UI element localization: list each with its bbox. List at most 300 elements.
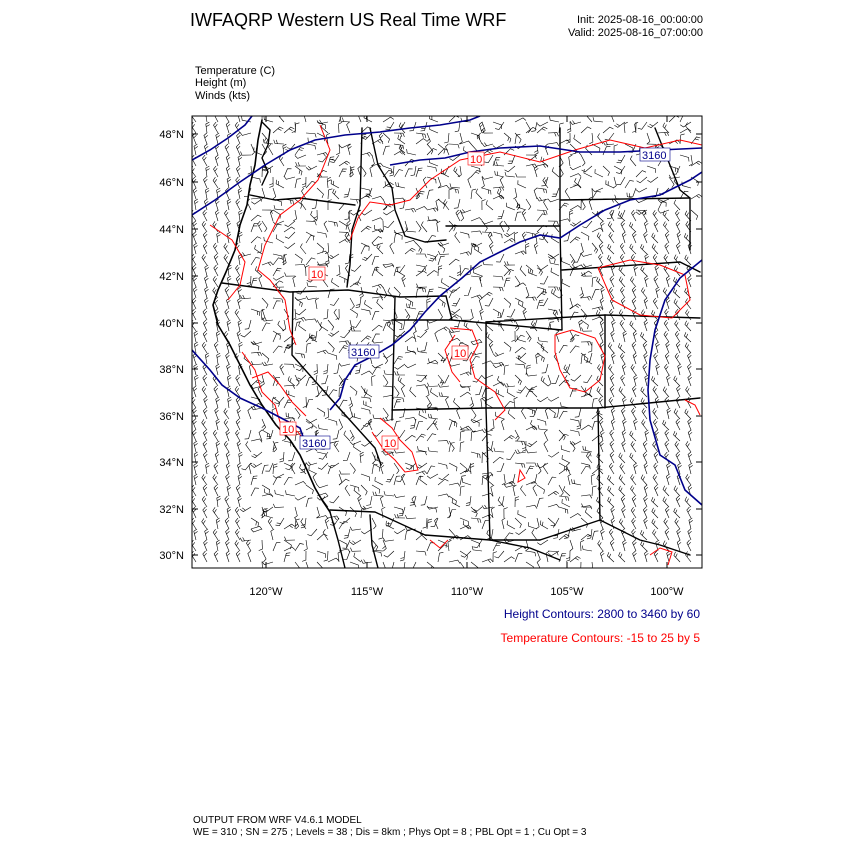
wind-barb [427, 190, 433, 199]
wind-barb [414, 331, 417, 342]
wind-barb [515, 283, 526, 287]
wind-barb [666, 276, 670, 287]
wind-barb [541, 376, 548, 386]
wind-barb [633, 353, 637, 364]
wind-barb [262, 221, 267, 232]
wind-barb [216, 364, 220, 375]
wind-barb [251, 278, 258, 287]
wind-barb [515, 276, 520, 287]
wind-barb [647, 133, 650, 144]
wind-barb [337, 265, 341, 276]
wind-barb [217, 232, 221, 243]
wind-barb [449, 496, 457, 505]
wind-barb [224, 408, 229, 419]
wind-barb [328, 353, 337, 360]
wind-barb [482, 521, 489, 530]
wind-barb [619, 475, 625, 485]
wind-barb [516, 529, 527, 535]
wind-barb [559, 463, 567, 471]
wind-barb [251, 526, 262, 529]
wind-barb [508, 155, 515, 163]
wind-barb [575, 408, 581, 417]
wind-barb [537, 127, 547, 133]
wind-barb [394, 287, 400, 297]
wind-barb [295, 297, 306, 300]
wind-barb [537, 188, 547, 193]
wind-barb [193, 386, 197, 397]
wind-barb [444, 133, 449, 143]
wind-barb [284, 477, 293, 485]
wind-barb [427, 254, 436, 261]
wind-barb [493, 232, 502, 238]
wind-barb [482, 493, 493, 496]
wind-barb [641, 266, 647, 276]
wind-barb [225, 518, 229, 529]
wind-barb [364, 388, 372, 397]
latitude-label: 32°N [159, 504, 184, 516]
wind-barb [599, 397, 603, 408]
wind-barb [570, 304, 581, 309]
latitude-label: 40°N [159, 318, 184, 330]
wind-barb [449, 144, 459, 148]
wind-barb [619, 453, 625, 463]
wind-barb [653, 408, 658, 419]
wind-barb [373, 547, 383, 551]
wind-barb [567, 122, 571, 133]
wind-barb [476, 189, 482, 199]
wind-barb [638, 122, 647, 129]
wind-barb [589, 188, 593, 199]
wind-barb [328, 189, 332, 199]
wind-barb [592, 468, 602, 474]
wind-barb [295, 155, 306, 158]
wind-barb [457, 408, 460, 419]
wind-barb [609, 529, 614, 540]
wind-barb [537, 397, 548, 402]
wind-barb [421, 222, 427, 233]
wind-barb [351, 265, 361, 271]
wind-barb [438, 309, 443, 320]
wind-barb [293, 276, 296, 287]
wind-barb [295, 543, 304, 551]
wind-barb [401, 386, 405, 397]
wind-barb [361, 246, 369, 254]
height-contour-legend: Height Contours: 2800 to 3460 by 60 [503, 607, 700, 621]
init-time: Init: 2025-08-16_00:00:00 [577, 14, 703, 26]
wind-barb [684, 332, 691, 342]
wind-barb [610, 276, 614, 287]
wind-barb [416, 168, 423, 177]
wind-barb [630, 156, 636, 166]
wind-barb [416, 133, 426, 138]
wind-barb [372, 325, 382, 331]
wind-barb [284, 169, 292, 177]
wind-barb [236, 419, 240, 430]
wind-barb [448, 540, 452, 551]
wind-barb [306, 419, 317, 423]
wind-barb [632, 287, 636, 298]
wind-barb [501, 419, 504, 430]
wind-barb [262, 485, 270, 494]
wind-barb [344, 431, 350, 441]
wind-barb [340, 331, 350, 338]
wind-barb [302, 177, 306, 187]
longitude-labels [249, 586, 684, 598]
wind-barb [339, 400, 347, 408]
wind-barb [227, 375, 231, 386]
wind-barb [623, 397, 627, 408]
wind-barb [601, 529, 605, 540]
wind-barb [552, 167, 559, 177]
wind-barb [504, 508, 508, 519]
wind-barb [237, 133, 241, 144]
wind-barb [603, 147, 610, 155]
wind-barb [439, 474, 449, 480]
wind-barb [592, 191, 601, 199]
wind-barb [274, 205, 284, 210]
wind-barb [452, 298, 460, 306]
wind-barb [377, 299, 383, 309]
wind-barb [317, 188, 324, 198]
wind-barb [284, 524, 295, 529]
wind-barb [621, 375, 625, 386]
wind-barb [493, 276, 503, 280]
wind-barb [552, 188, 559, 196]
wind-barb [551, 234, 559, 243]
wind-barb [675, 518, 680, 529]
wind-barb [425, 320, 429, 331]
wind-barb [339, 419, 343, 430]
wind-barb [317, 485, 328, 488]
wind-barb [276, 518, 285, 526]
wind-barb [568, 474, 571, 485]
wind-barb [685, 255, 691, 265]
wind-barb [570, 430, 579, 436]
wind-barb [633, 309, 637, 320]
wind-barb [521, 486, 527, 497]
wind-barb [569, 155, 573, 166]
wind-barb [273, 276, 284, 280]
wind-barb [482, 515, 493, 519]
wind-barb [251, 215, 261, 221]
wind-barb [471, 295, 482, 299]
wind-barb [405, 435, 416, 441]
wind-barb [394, 170, 403, 177]
wind-barb [669, 116, 679, 122]
wind-barb [605, 133, 614, 140]
wind-barb [515, 497, 519, 507]
wind-barb [654, 221, 658, 232]
height-contour-labels [300, 148, 670, 450]
wind-barb [632, 342, 636, 353]
wind-barb [427, 466, 435, 474]
wind-barb [631, 507, 636, 518]
wind-barb [597, 376, 603, 386]
wind-barb [236, 166, 240, 177]
wind-barb [379, 529, 384, 539]
height-label-ne: 3160 [642, 150, 667, 162]
wind-barb [376, 267, 383, 277]
wind-barb [641, 288, 647, 299]
wind-barb [542, 364, 548, 373]
wind-barb [438, 266, 442, 276]
wind-barb [237, 408, 241, 419]
wind-barb [334, 309, 339, 320]
wind-barb [259, 540, 263, 551]
wind-barb [586, 112, 592, 122]
wind-barb [504, 401, 514, 408]
wind-barb [227, 221, 231, 232]
wind-barb [203, 210, 207, 221]
wind-barb [383, 353, 388, 364]
wind-barb [427, 133, 431, 144]
wind-barb [361, 153, 372, 157]
wind-barb [642, 210, 647, 221]
wind-barb [431, 388, 439, 397]
wind-barb [262, 465, 269, 474]
wind-barb [674, 299, 680, 309]
wind-barb [482, 559, 493, 563]
wind-barb [236, 265, 241, 276]
wind-barb [214, 485, 218, 496]
wind-barb [688, 364, 692, 375]
wind-barb [295, 148, 304, 155]
wind-barb [394, 450, 405, 454]
wind-barb [262, 419, 266, 430]
wind-barb [462, 478, 471, 485]
wind-barb [572, 479, 582, 485]
wind-barb [599, 254, 604, 265]
wind-barb [239, 232, 243, 243]
wind-barb [634, 419, 638, 430]
wind-barb [677, 386, 681, 397]
wind-barb [350, 507, 357, 517]
wind-barb [642, 419, 647, 430]
wind-barb [504, 278, 510, 287]
wind-barb [330, 298, 339, 305]
wind-barb [247, 276, 251, 286]
wind-barb [570, 441, 575, 452]
wind-barb [582, 546, 592, 551]
wind-barb [427, 149, 437, 156]
wind-barb [663, 420, 669, 430]
wind-barb [300, 244, 306, 255]
wind-barb [202, 496, 207, 507]
wind-barb [236, 430, 241, 441]
wind-barb [224, 441, 229, 452]
wind-barb [342, 540, 350, 548]
wind-barb [259, 276, 262, 287]
wind-barb [306, 485, 313, 494]
wind-barb [540, 298, 548, 306]
wind-barb [350, 309, 358, 318]
wind-barb [482, 475, 487, 485]
wind-barb [619, 486, 625, 496]
wind-barb [630, 398, 636, 408]
wind-barb [438, 479, 448, 485]
wind-barb [581, 463, 590, 469]
wind-barb [582, 328, 593, 332]
wind-barb [548, 133, 559, 137]
wind-barb [295, 496, 306, 500]
wind-barb [482, 505, 493, 509]
wind-barb [570, 346, 579, 353]
wind-barb [306, 319, 317, 323]
wind-barb [570, 331, 574, 342]
wind-barb [677, 232, 681, 243]
wind-barb [394, 476, 400, 485]
wind-barb [647, 177, 658, 182]
wind-barb [354, 443, 362, 452]
wind-barb [545, 408, 548, 419]
wind-barb [629, 188, 636, 197]
wind-barb [418, 446, 428, 452]
wind-barb [663, 497, 669, 507]
temp-label-ca: 10 [282, 424, 295, 436]
wind-barb [364, 114, 372, 122]
wind-barb [515, 251, 526, 255]
wind-barb [611, 507, 615, 518]
wind-barb [664, 331, 669, 342]
wind-barb [548, 287, 558, 291]
wind-barb [674, 376, 680, 386]
wind-barb [213, 430, 218, 441]
wind-barb [356, 298, 361, 308]
wind-barb [306, 166, 317, 170]
wind-barb [664, 320, 669, 331]
wind-barb [652, 310, 659, 320]
wind-barb [674, 409, 680, 419]
wind-barb [581, 466, 590, 474]
wind-barb [574, 135, 581, 144]
wind-barb [663, 123, 669, 133]
wind-barb [525, 540, 529, 551]
wind-barb [674, 486, 680, 496]
wind-barb [194, 441, 198, 452]
temperature-contour-legend: Temperature Contours: -15 to 25 by 5 [500, 631, 700, 645]
wind-barb [644, 496, 648, 507]
wind-barb [643, 441, 647, 452]
wind-barb [423, 518, 427, 528]
wind-barb [526, 297, 537, 301]
wind-barb [193, 133, 197, 144]
wind-barb [537, 291, 547, 298]
wind-barb [688, 375, 692, 386]
wind-barb [618, 343, 625, 353]
wind-barb [226, 463, 230, 474]
wind-barb [226, 353, 230, 364]
wind-barb [665, 353, 669, 364]
wind-barb [386, 122, 395, 130]
wind-barb [191, 111, 196, 122]
wind-barb [592, 307, 603, 311]
wind-barb [515, 375, 522, 385]
wind-barb [400, 551, 405, 561]
wind-barb [581, 495, 592, 499]
wind-barb [224, 254, 229, 265]
wind-barb [309, 466, 317, 474]
wind-barb [581, 297, 592, 301]
wind-barb [680, 114, 688, 122]
wind-barb [238, 155, 242, 166]
wind-barb [460, 470, 471, 474]
wind-barb [193, 430, 197, 441]
wind-barb [486, 475, 493, 485]
wind-barb [666, 474, 670, 485]
wind-barb [515, 518, 521, 528]
wind-barb [633, 540, 637, 551]
wind-barb [676, 243, 680, 254]
wind-barb [593, 117, 603, 122]
wind-barb [226, 166, 230, 177]
wind-barb [225, 309, 229, 320]
wind-barb [599, 243, 603, 254]
wind-barb [597, 233, 603, 243]
wind-barb [515, 441, 525, 445]
wind-barb [663, 222, 669, 233]
wind-barb [249, 463, 252, 474]
wind-barb [251, 463, 262, 468]
wind-barb [460, 209, 471, 213]
wind-barb [482, 188, 491, 195]
wind-barb [202, 254, 207, 265]
wind-barb [202, 474, 207, 485]
wind-barb [550, 116, 560, 122]
wind-barb [653, 386, 658, 397]
wind-barb [686, 310, 692, 321]
wind-barb [194, 243, 198, 254]
wind-barb [643, 507, 647, 518]
wind-barb [224, 419, 229, 430]
wind-barb [515, 430, 519, 441]
wind-barb [339, 363, 350, 366]
wind-barb [306, 399, 313, 408]
longitude-label: 115°W [350, 586, 384, 598]
wind-barb [420, 476, 427, 485]
wind-barb [544, 199, 549, 210]
wind-barb [658, 199, 666, 207]
wind-barb [214, 342, 218, 353]
wind-barb [689, 155, 692, 166]
wind-barb [206, 166, 210, 177]
wind-barb [595, 169, 603, 177]
wind-barb [350, 527, 361, 531]
wind-barb [644, 232, 648, 243]
wind-barb [340, 470, 351, 474]
wind-barb [653, 298, 658, 309]
wind-barb [537, 265, 543, 276]
wind-barb [667, 463, 671, 474]
wind-barb [566, 551, 570, 561]
wind-barb [674, 508, 680, 518]
map-frame [192, 116, 702, 568]
wind-barb [405, 515, 416, 519]
wind-barb [504, 557, 515, 562]
wind-barb [438, 298, 445, 307]
wind-barb [515, 212, 521, 221]
wind-barb [400, 562, 405, 572]
wind-barb [416, 284, 427, 288]
wind-barb [203, 309, 207, 320]
wind-barb [611, 331, 615, 342]
wind-barb [482, 176, 493, 179]
wind-barb [276, 180, 284, 188]
wind-barb [603, 127, 613, 133]
wind-barb [365, 300, 373, 309]
wind-barb [194, 529, 198, 540]
wind-barb [621, 496, 625, 507]
wind-barb [676, 342, 680, 353]
